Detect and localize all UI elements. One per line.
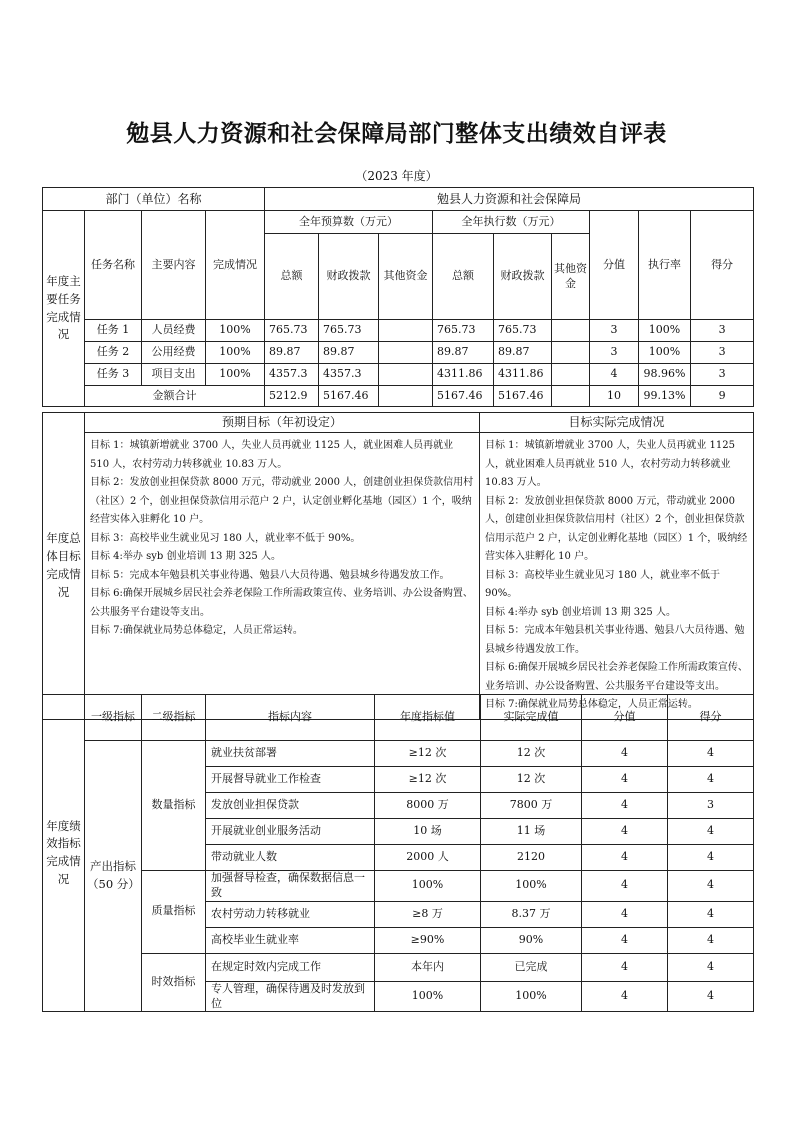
expected-goals-header: 预期目标（年初设定） [85,413,480,433]
dept-label: 部门（单位）名称 [43,188,265,211]
total-label: 金额合计 [85,386,265,407]
budget-fiscal: 765.73 [319,320,379,342]
indicator-value: 4 [582,845,668,871]
exec-rate: 98.96% [639,364,691,386]
actual-goal: 目标 2：发放创业担保贷款 8000 万元，带动就业 2000 人，创建创业担保贷款信用村（社区）2 个，创业担保贷款信用示范户 2 户，认定创业孵化基地（园区）1 个，吸纳经营实体入驻孵化 10 户。 [485,495,748,562]
task-name: 任务 2 [85,342,142,364]
expected-goals [85,433,480,720]
task-content: 公用经费 [142,342,206,364]
indicator-score: 4 [668,901,754,927]
indicator-table [42,694,754,1012]
total-budget-other [379,386,433,407]
table-row [43,320,754,342]
th-indicator-score: 得分 [668,695,754,741]
th-exec-other: 其他资金 [552,234,590,320]
indicator-target: ≥12 次 [375,767,481,793]
level2-quantity: 数量指标 [142,741,206,871]
task-name: 任务 1 [85,320,142,342]
exec-other [552,342,590,364]
indicator-actual: 11 场 [481,819,582,845]
indicator-score: 4 [668,845,754,871]
total-exec-fiscal: 5167.46 [494,386,552,407]
budget-fiscal: 89.87 [319,342,379,364]
indicator-value: 4 [582,767,668,793]
actual-goal: 目标 3：高校毕业生就业见习 180 人，就业率不低于 90%。 [485,569,720,599]
indicator-actual: 7800 万 [481,793,582,819]
table-row [43,364,754,386]
indicator-score: 3 [668,793,754,819]
indicator-target: 100% [375,871,481,902]
indicator-content: 带动就业人数 [206,845,375,871]
th-execution: 全年执行数（万元） [433,211,590,234]
task-content: 项目支出 [142,364,206,386]
indicator-value: 4 [582,927,668,953]
actual-goal: 目标 6:确保开展城乡居民社会养老保险工作所需政策宣传、业务培训、办公设备购置、公共服务平台建设等支出。 [485,662,748,692]
exec-other [552,320,590,342]
expected-goal: 目标 5：完成本年勉县机关事业待遇、勉县八大员待遇、勉县城乡待遇发放工作。 [90,569,450,581]
budget-total: 4357.3 [265,364,319,386]
th-exec-total: 总额 [433,234,494,320]
score: 3 [691,320,754,342]
score-value: 3 [590,342,639,364]
score-value: 3 [590,320,639,342]
budget-other [379,364,433,386]
indicator-score: 4 [668,741,754,767]
indicator-content: 开展督导就业工作检查 [206,767,375,793]
th-budget-other: 其他资金 [379,234,433,320]
actual-goal: 目标 4:举办 syb 创业培训 13 期 325 人。 [485,606,676,618]
indicator-value: 4 [582,871,668,902]
budget-fiscal: 4357.3 [319,364,379,386]
indicator-content: 专人管理，确保待遇及时发放到位 [206,981,375,1012]
expected-goal: 目标 6:确保开展城乡居民社会养老保险工作所需政策宣传、业务培训、办公设备购置、公共服务平台建设等支出。 [90,588,473,618]
level2-timeliness: 时效指标 [142,953,206,1012]
th-indicator-content: 指标内容 [206,695,375,741]
expected-goal: 目标 3：高校毕业生就业见习 180 人，就业率不低于 90%。 [90,532,361,544]
th-budget: 全年预算数（万元） [265,211,433,234]
indicator-target: 10 场 [375,819,481,845]
goals-table [42,412,754,720]
level2-quality: 质量指标 [142,871,206,954]
task-name: 任务 3 [85,364,142,386]
total-exec-rate: 99.13% [639,386,691,407]
task-completion: 100% [206,320,265,342]
indicator-target: ≥8 万 [375,901,481,927]
indicator-value: 4 [582,741,668,767]
expected-goal: 目标 1：城镇新增就业 3700 人，失业人员再就业 1125 人，就业困难人员再就业 510 人，农村劳动力转移就业 10.83 万人。 [90,440,454,470]
actual-goals [480,433,754,720]
indicator-actual: 8.37 万 [481,901,582,927]
expected-goal: 目标 7:确保就业局势总体稳定，人员正常运转。 [90,625,303,636]
th-indicator-value: 分值 [582,695,668,741]
indicator-content: 就业扶贫部署 [206,741,375,767]
exec-fiscal: 89.87 [494,342,552,364]
tasks-section-label: 年度主要任务完成情况 [43,211,85,407]
indicator-content: 在规定时效内完成工作 [206,953,375,981]
actual-goal: 目标 7:确保就业局势总体稳定，人员正常运转。 [485,699,698,710]
th-exec-rate: 执行率 [639,211,691,320]
indicator-target: 2000 人 [375,845,481,871]
score: 3 [691,342,754,364]
task-completion: 100% [206,342,265,364]
th-level1: 一级指标 [85,695,142,741]
indicator-actual: 90% [481,927,582,953]
indicator-score: 4 [668,927,754,953]
total-row [43,386,754,407]
budget-other [379,320,433,342]
th-completion: 完成情况 [206,211,265,320]
indicator-target: 100% [375,981,481,1012]
actual-goal: 目标 5：完成本年勉县机关事业待遇、勉县八大员待遇、勉县城乡待遇发放工作。 [485,625,745,655]
th-content: 主要内容 [142,211,206,320]
exec-other [552,364,590,386]
score: 3 [691,364,754,386]
total-score: 9 [691,386,754,407]
indicator-target: ≥90% [375,927,481,953]
task-completion: 100% [206,364,265,386]
th-exec-fiscal: 财政拨款 [494,234,552,320]
exec-total: 765.73 [433,320,494,342]
exec-fiscal: 4311.86 [494,364,552,386]
exec-fiscal: 765.73 [494,320,552,342]
indicator-actual: 12 次 [481,741,582,767]
total-exec-total: 5167.46 [433,386,494,407]
indicators-section-label: 年度绩效指标完成情况 [43,695,85,1012]
indicator-content: 农村劳动力转移就业 [206,901,375,927]
th-task-name: 任务名称 [85,211,142,320]
budget-total: 89.87 [265,342,319,364]
score-value: 4 [590,364,639,386]
actual-goals-header: 目标实际完成情况 [480,413,754,433]
exec-total: 89.87 [433,342,494,364]
level1-label: 产出指标（50 分） [85,741,142,1012]
indicator-value: 4 [582,981,668,1012]
exec-rate: 100% [639,320,691,342]
indicator-content: 开展就业创业服务活动 [206,819,375,845]
indicator-value: 4 [582,819,668,845]
indicator-actual: 已完成 [481,953,582,981]
indicator-value: 4 [582,953,668,981]
indicator-target: ≥12 次 [375,741,481,767]
th-target: 年度指标值 [375,695,481,741]
indicator-target: 8000 万 [375,793,481,819]
table-row [43,953,754,981]
th-score: 得分 [691,211,754,320]
total-exec-other [552,386,590,407]
task-content: 人员经费 [142,320,206,342]
goals-section-label: 年度总体目标完成情况 [43,413,85,720]
indicator-score: 4 [668,767,754,793]
indicator-value: 4 [582,901,668,927]
th-level2: 二级指标 [142,695,206,741]
exec-total: 4311.86 [433,364,494,386]
task-table [42,187,754,407]
indicator-actual: 12 次 [481,767,582,793]
indicator-content: 加强督导检查，确保数据信息一致 [206,871,375,902]
indicator-content: 高校毕业生就业率 [206,927,375,953]
indicator-score: 4 [668,981,754,1012]
th-budget-fiscal: 财政拨款 [319,234,379,320]
dept-name: 勉县人力资源和社会保障局 [265,188,754,211]
table-row [43,342,754,364]
expected-goal: 目标 4:举办 syb 创业培训 13 期 325 人。 [90,551,281,562]
indicator-content: 发放创业担保贷款 [206,793,375,819]
actual-goal: 目标 1：城镇新增就业 3700 人，失业人员再就业 1125 人，就业困难人员再就业 510 人，农村劳动力转移就业 10.83 万人。 [485,440,735,488]
table-row [43,741,754,767]
budget-other [379,342,433,364]
budget-total: 765.73 [265,320,319,342]
indicator-actual: 2120 [481,845,582,871]
th-budget-total: 总额 [265,234,319,320]
table-row [43,871,754,902]
indicator-actual: 100% [481,871,582,902]
indicator-value: 4 [582,793,668,819]
year-label: （2023 年度） [355,169,438,183]
indicator-actual: 100% [481,981,582,1012]
th-actual: 实际完成值 [481,695,582,741]
indicator-score: 4 [668,819,754,845]
indicator-score: 4 [668,871,754,902]
indicator-target: 本年内 [375,953,481,981]
exec-rate: 100% [639,342,691,364]
total-score-value: 10 [590,386,639,407]
expected-goal: 目标 2：发放创业担保贷款 8000 万元，带动就业 2000 人，创建创业担保贷款信用村（社区）2 个，创业担保贷款信用示范户 2 户，认定创业孵化基地（园区）1 个，吸纳经营实体入驻孵化 10 户。 [90,477,474,525]
total-budget-fiscal: 5167.46 [319,386,379,407]
total-budget-total: 5212.9 [265,386,319,407]
th-score-value: 分值 [590,211,639,320]
indicator-score: 4 [668,953,754,981]
page-title: 勉县人力资源和社会保障局部门整体支出绩效自评表 [126,120,667,147]
